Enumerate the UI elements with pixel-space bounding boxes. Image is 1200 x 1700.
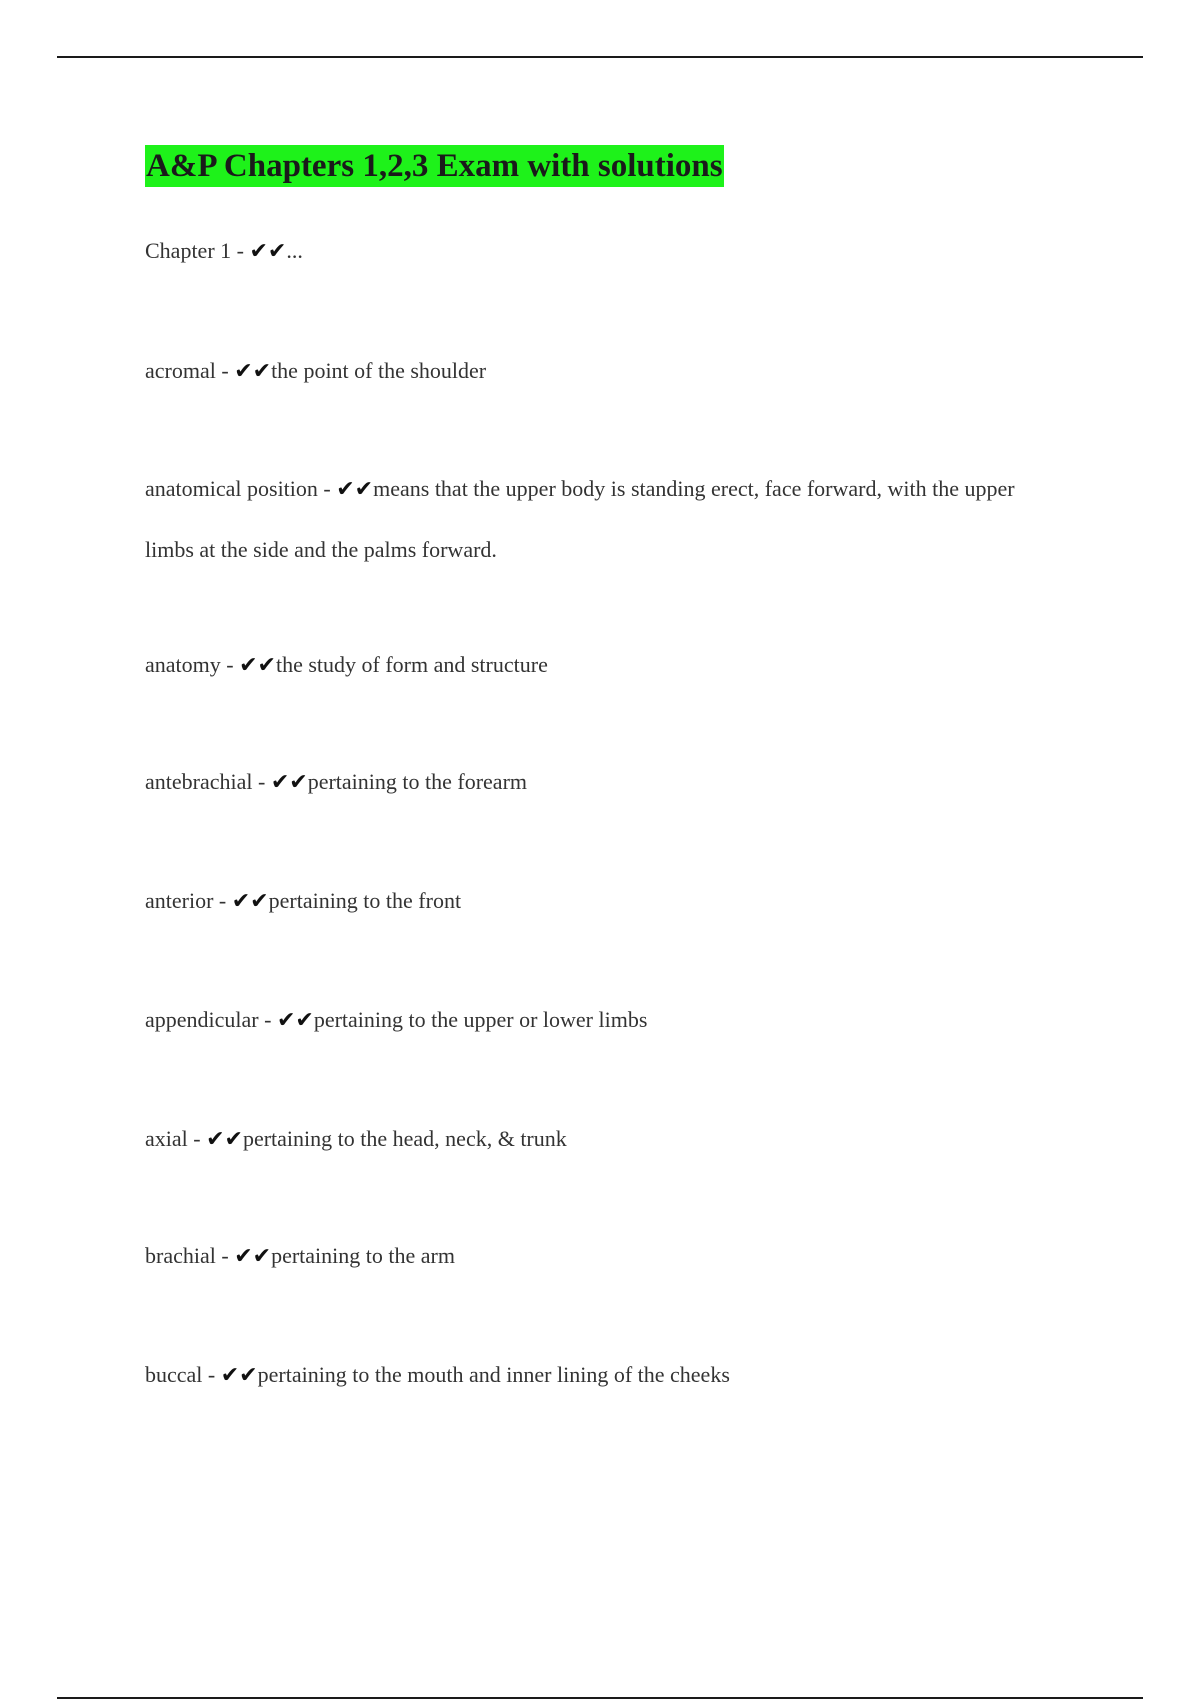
entry-separator: -: [215, 358, 235, 383]
entry-definition: pertaining to the upper or lower limbs: [313, 1007, 648, 1032]
checkmark-icon: ✔✔: [336, 477, 374, 502]
entry-anterior: [145, 871, 461, 932]
document-body: [145, 145, 1065, 1388]
checkmark-icon: ✔✔: [234, 1244, 272, 1269]
entry-acromal: [145, 341, 486, 402]
entry-definition: pertaining to the forearm: [307, 769, 528, 794]
entry-term: Chapter 1: [145, 238, 232, 263]
entry-definition: ...: [286, 238, 303, 263]
checkmark-icon: ✔✔: [270, 770, 308, 795]
entry-separator: -: [220, 652, 240, 677]
checkmark-icon: ✔✔: [249, 239, 287, 264]
entry-definition: the point of the shoulder: [271, 358, 487, 383]
entry-definition: pertaining to the mouth and inner lining of the cheeks: [257, 1362, 730, 1387]
entry-definition: means that the upper body is standing erect, face forward, with the upper limbs at the side and the palms forward.: [145, 476, 1015, 562]
entry-definition: pertaining to the arm: [271, 1243, 455, 1268]
entry-term: anatomical position: [145, 476, 318, 501]
entry-separator: -: [202, 1362, 221, 1387]
entry-term: appendicular: [145, 1007, 259, 1032]
entry-separator: -: [213, 888, 232, 913]
entry-axial: [145, 1109, 567, 1170]
entry-term: buccal: [145, 1362, 203, 1387]
entry-separator: -: [252, 769, 271, 794]
entry-separator: -: [231, 238, 250, 263]
entry-appendicular: [145, 990, 647, 1051]
checkmark-icon: ✔✔: [231, 889, 269, 914]
entry-separator: -: [215, 1243, 235, 1268]
entry-term: anatomy: [145, 652, 221, 677]
bottom-divider: [57, 1697, 1143, 1699]
checkmark-icon: ✔✔: [220, 1363, 258, 1388]
entry-definition: pertaining to the front: [268, 888, 462, 913]
entry-separator: -: [258, 1007, 277, 1032]
entry-separator: -: [187, 1126, 207, 1151]
document-title: A&P Chapters 1,2,3 Exam with solutions: [145, 145, 724, 187]
checkmark-icon: ✔✔: [276, 1008, 314, 1033]
entry-definition: the study of form and structure: [275, 652, 548, 677]
entry-brachial: [145, 1226, 455, 1287]
checkmark-icon: ✔✔: [239, 653, 276, 678]
checkmark-icon: ✔✔: [234, 359, 272, 384]
entry-term: acromal: [145, 358, 216, 383]
top-divider: [57, 56, 1143, 58]
entry-anatomical-position: [145, 459, 1065, 580]
entry-term: brachial: [145, 1243, 216, 1268]
entry-chapter-1: [145, 221, 303, 282]
entry-term: antebrachial: [145, 769, 253, 794]
checkmark-icon: ✔✔: [206, 1127, 243, 1152]
entry-definition: pertaining to the head, neck, & trunk: [242, 1126, 567, 1151]
entry-term: axial: [145, 1126, 188, 1151]
entry-anatomy: [145, 635, 548, 696]
entry-antebrachial: [145, 752, 527, 813]
entry-term: anterior: [145, 888, 214, 913]
entry-buccal: [145, 1345, 730, 1406]
entry-separator: -: [317, 476, 337, 501]
